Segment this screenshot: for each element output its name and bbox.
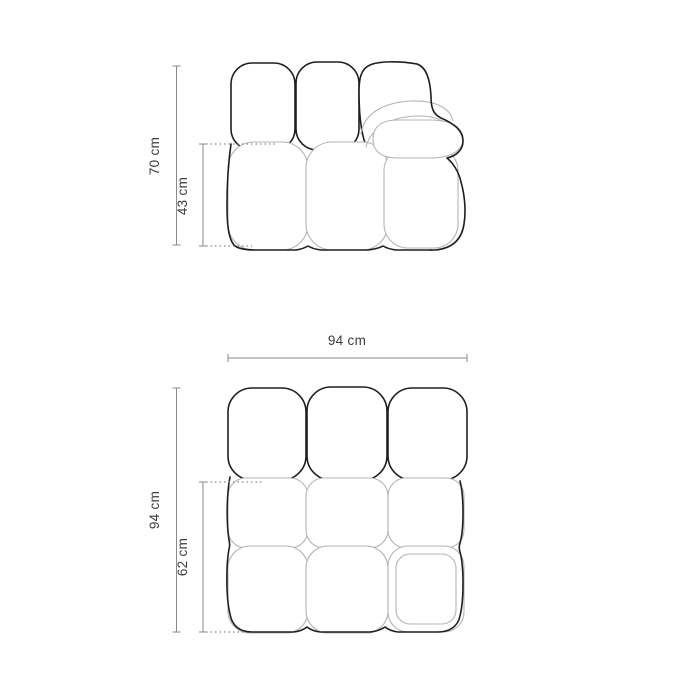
top-armrest-cell-middle	[388, 478, 464, 548]
front-height-dimension-line	[173, 66, 181, 245]
top-seat-cell-bottom-left	[228, 546, 308, 633]
front-back-cushion-center	[296, 62, 359, 150]
top-seat-depth-dimension-line	[199, 482, 207, 632]
front-back-cushion-left	[231, 63, 295, 150]
front-seat-cushion-center	[306, 142, 388, 250]
front-seat-cushion-left	[228, 142, 308, 250]
top-seat-depth-dimension-label: 62 cm	[175, 537, 190, 577]
top-back-cushion-right	[388, 388, 467, 480]
top-depth-dimension-line	[173, 388, 181, 632]
front-view-drawing	[147, 62, 465, 250]
top-back-cushion-center	[307, 387, 387, 480]
front-seat-cushion-right	[384, 147, 458, 248]
front-seat-height-dimension-line	[199, 144, 207, 246]
top-width-dimension-line	[228, 354, 467, 362]
front-seat-height-dimension-label: 43 cm	[175, 176, 190, 216]
top-seat-cell-middle-left	[228, 478, 308, 548]
top-seat-cell-bottom-center	[306, 546, 388, 633]
armrest-roll	[373, 120, 463, 158]
front-height-dimension-label: 70 cm	[147, 136, 162, 176]
top-back-cushion-left	[228, 388, 306, 480]
top-seat-cell-middle-center	[306, 478, 388, 548]
top-view-drawing	[147, 333, 467, 633]
top-width-dimension-label: 94 cm	[327, 333, 367, 348]
top-depth-dimension-label: 94 cm	[147, 490, 162, 530]
